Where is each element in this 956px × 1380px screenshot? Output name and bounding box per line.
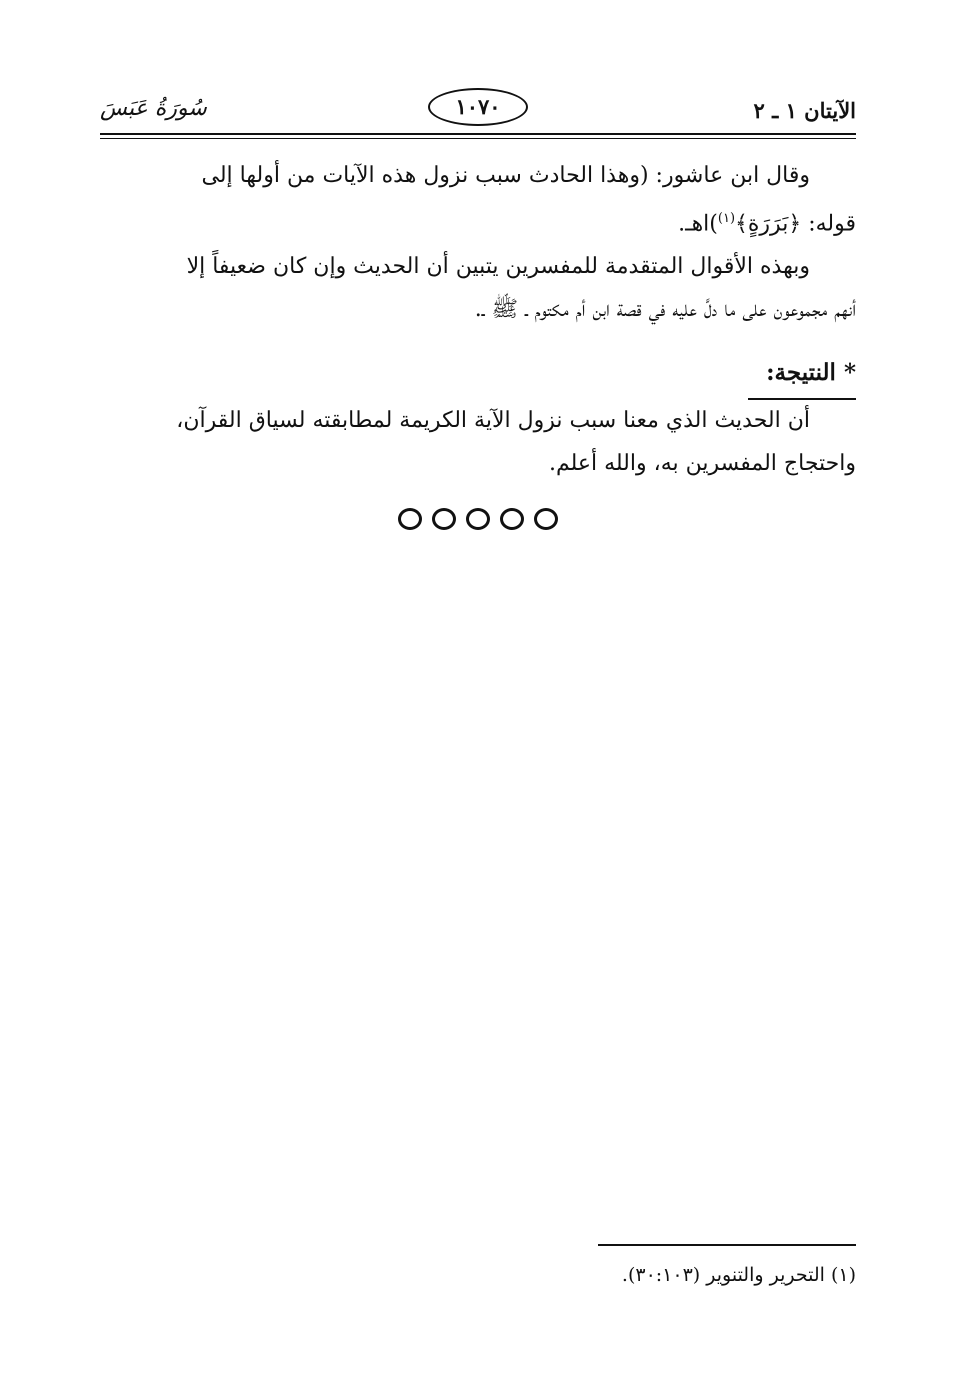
- paragraph-line: أن الحديث الذي معنا سبب نزول الآية الكريمة لمطابقته لسياق القرآن،: [176, 408, 810, 434]
- quran-quote: قوله: ﴿بَرَرَةٍ﴾: [735, 211, 856, 237]
- footnote-reference: (١): [717, 211, 736, 226]
- paragraph-line: أنهم مجموعون على ما دلَّ عليه في قصة ابن أم مكتوم ـ ﷺ ـ.: [474, 297, 856, 323]
- section-heading-wrap: [100, 349, 856, 397]
- header-verses: الآيتان ١ ـ ٢: [753, 98, 856, 123]
- paragraph-line: وقال ابن عاشور: (وهذا الحادث سبب نزول هذه الآيات من أولها إلى: [201, 163, 810, 188]
- paragraph-line: وبهذه الأقوال المتقدمة للمفسرين يتبين أن الحديث وإن كان ضعيفاً إلا: [186, 254, 810, 280]
- running-header: [100, 86, 856, 132]
- main-text: [100, 154, 856, 485]
- section-ornament: [0, 508, 956, 530]
- circle-icon: [398, 508, 422, 530]
- page-number: ١٠٧٠: [428, 88, 528, 126]
- circle-icon: [534, 508, 558, 530]
- header-surah-title: سُورَةُ عَبَسَ: [100, 96, 207, 121]
- paragraph-line: واحتجاج المفسرين به، والله أعلم.: [548, 451, 856, 477]
- circle-icon: [432, 508, 456, 530]
- footnote-rule: [598, 1244, 856, 1246]
- circle-icon: [500, 508, 524, 530]
- section-heading: * النتيجة:: [748, 351, 856, 400]
- header-rule-thin: [100, 138, 856, 139]
- paragraph-line: [100, 197, 856, 245]
- footnote: (١) التحرير والتنوير (٣٠:١٠٣).: [621, 1264, 856, 1286]
- header-rule-thick: [100, 133, 856, 135]
- circle-icon: [466, 508, 490, 530]
- text-fragment: )اهـ.: [678, 211, 718, 237]
